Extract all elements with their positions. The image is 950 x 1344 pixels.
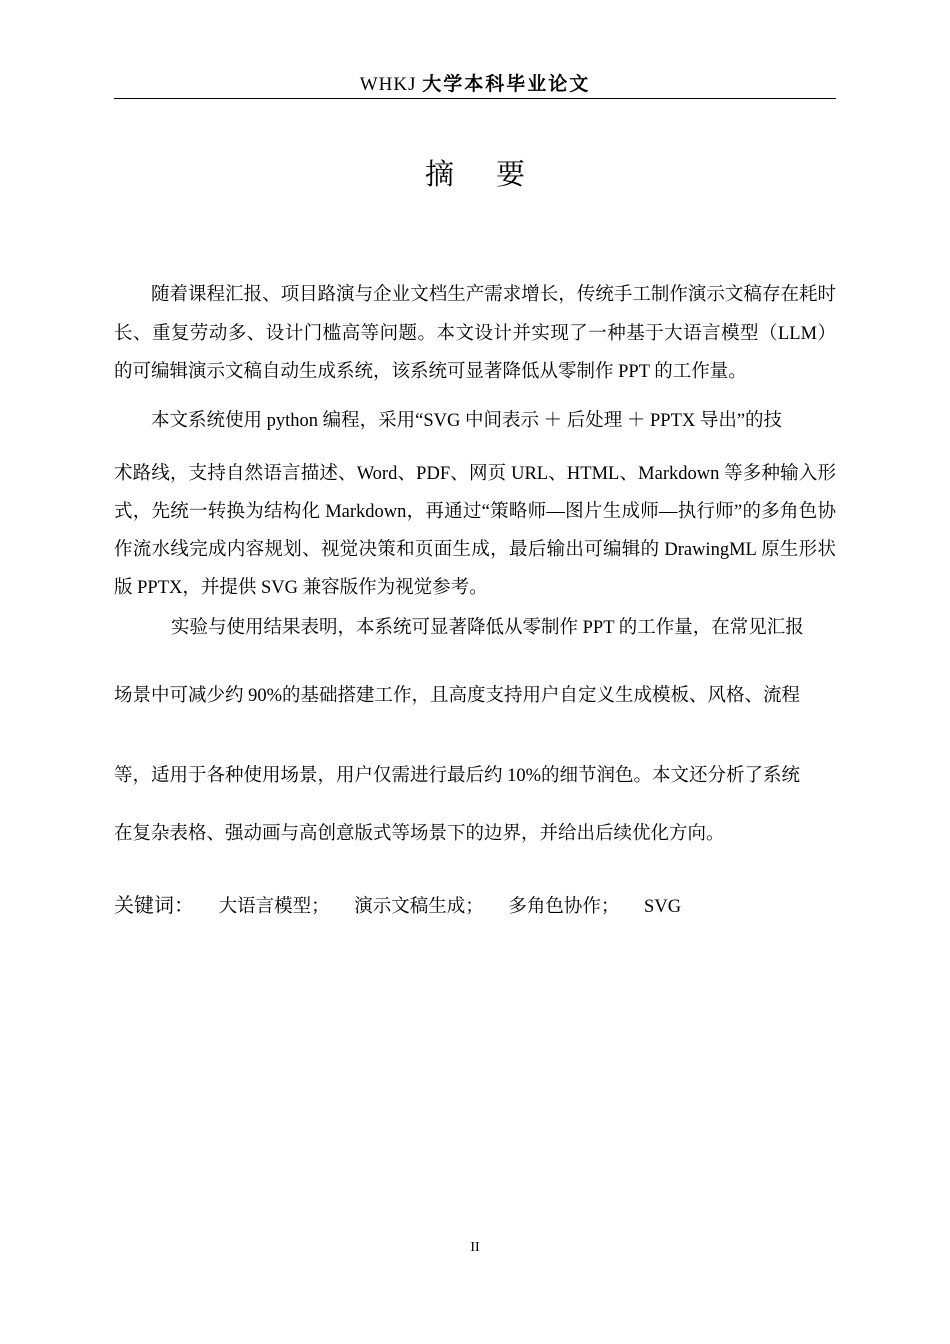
keywords-label: 关键词： [114,893,194,917]
abstract-paragraph-3-line-1: 实验与使用结果表明，本系统可显著降低从零制作 PPT 的工作量，在常见汇报 [171,618,804,638]
header-thesis-type: 大学本科毕业论文 [422,73,591,95]
keyword-item: 多角色协作； [508,897,620,917]
keywords-line [114,887,836,925]
running-header [114,70,836,98]
abstract-paragraph-1: 随着课程汇报、项目路演与企业文档生产需求增长，传统手工制作演示文稿存在耗时长、重复劳动多、设计门槛高等问题。本文设计并实现了一种基于大语言模型（LLM）的可编辑演示文稿自动生成系统，该系统可显著降低从零制作 PPT 的工作量。 [114,285,836,382]
abstract-paragraph-3 [114,609,836,853]
keyword-item: 演示文稿生成； [354,897,484,917]
page-number: II [470,1240,480,1255]
abstract-paragraph-2-rest: 术路线，支持自然语言描述、Word、PDF、网页 URL、HTML、Markdown 等多种输入形式，先统一转换为结构化 Markdown，再通过“策略师—图片生成师—执行师”的多角色协作流水线完成内容规划、视觉决策和页面生成，最后输出可编辑的 DrawingML 原生形状版 PPTX，并提供 SVG 兼容版作为视觉参考。 [114,464,836,598]
keyword-item: SVG [644,897,682,917]
abstract-paragraph-3-line-2: 场景中可减少约 90%的基础搭建工作，且高度支持用户自定义生成模板、风格、流程 [114,686,801,706]
abstract-title: 摘要 [424,157,567,191]
abstract-paragraph-2 [114,402,836,607]
keyword-item: 大语言模型； [218,897,330,917]
header-school-name: WHKJ [359,74,417,95]
abstract-paragraph-2-line-1: 本文系统使用 python 编程，采用“SVG 中间表示 ＋ 后处理 ＋ PPTX 导出”的技 [151,411,783,431]
header-divider [114,98,836,99]
abstract-paragraph-3-line-3: 等，适用于各种使用场景，用户仅需进行最后约 10%的细节润色。本文还分析了系统 [114,766,801,786]
abstract-paragraph-3-line-4: 在复杂表格、强动画与高创意版式等场景下的边界，并给出后续优化方向。 [114,824,725,844]
